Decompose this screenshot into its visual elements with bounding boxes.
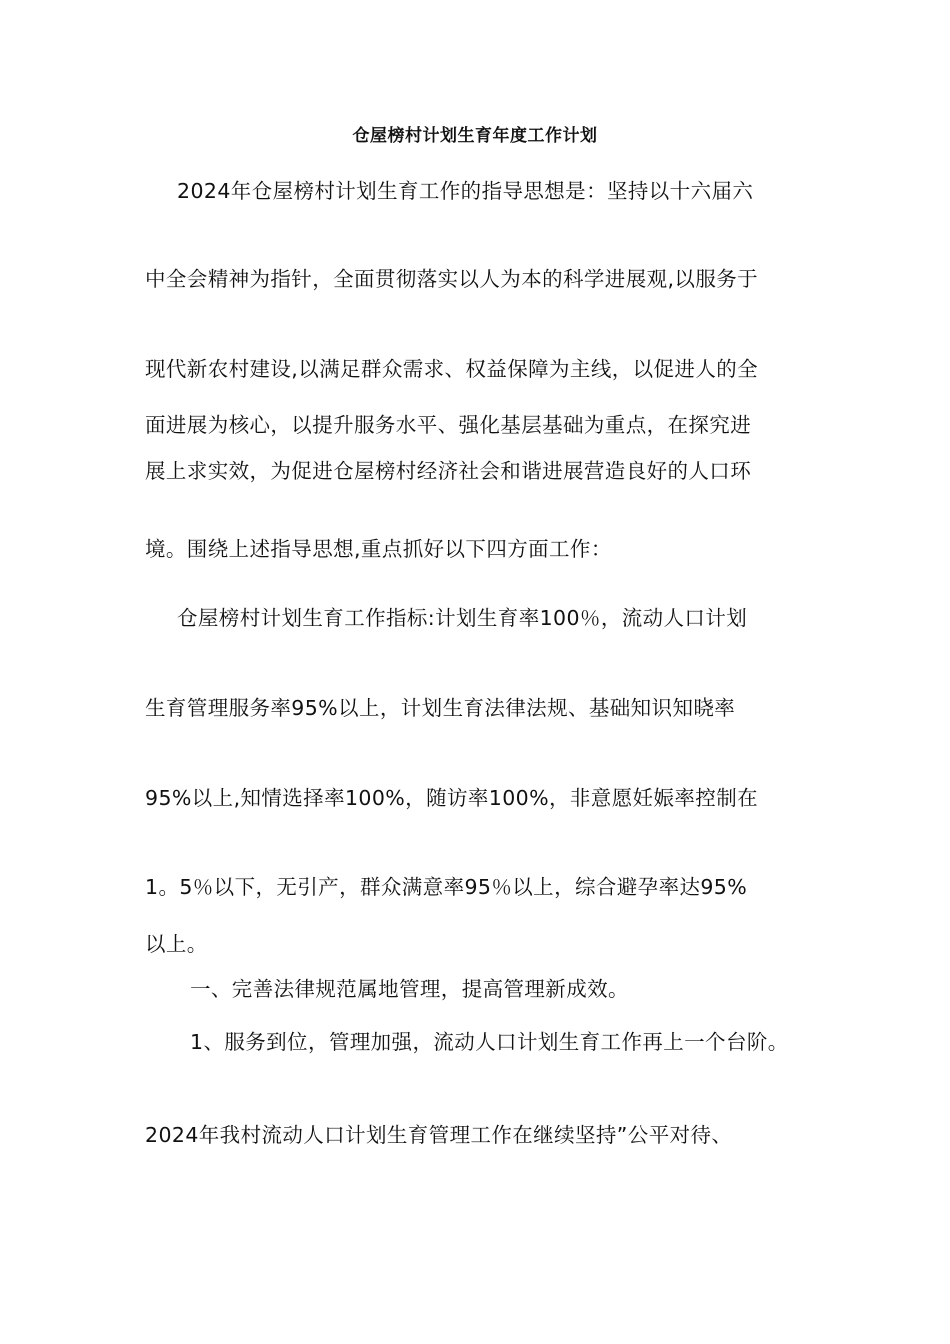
paragraph-line: 1。5％以下，无引产，群众满意率95％以上，综合避孕率达95% bbox=[145, 875, 748, 899]
paragraph-line: 现代新农村建设,以满足群众需求、权益保障为主线，以促进人的全 bbox=[145, 357, 759, 381]
paragraph-line: 95%以上,知情选择率100%，随访率100%，非意愿妊娠率控制在 bbox=[145, 786, 758, 810]
subsection-heading: 1、服务到位，管理加强，流动人口计划生育工作再上一个台阶。 bbox=[190, 1030, 789, 1054]
paragraph-line: 生育管理服务率95%以上，计划生育法律法规、基础知识知晓率 bbox=[145, 696, 736, 720]
paragraph-line: 中全会精神为指针，全面贯彻落实以人为本的科学进展观,以服务于 bbox=[145, 267, 759, 291]
document-title: 仓屋榜村计划生育年度工作计划 bbox=[352, 126, 598, 146]
section-heading: 一、完善法律规范属地管理，提高管理新成效。 bbox=[190, 977, 629, 1001]
paragraph-line: 以上。 bbox=[145, 932, 208, 956]
paragraph-line: 2024年我村流动人口计划生育管理工作在继续坚持”公平对待、 bbox=[145, 1123, 733, 1147]
paragraph-line: 2024年仓屋榜村计划生育工作的指导思想是：坚持以十六届六 bbox=[177, 179, 754, 203]
paragraph-line: 仓屋榜村计划生育工作指标:计划生育率100％，流动人口计划 bbox=[177, 606, 748, 630]
paragraph-line: 展上求实效，为促进仓屋榜村经济社会和谐进展营造良好的人口环 bbox=[145, 459, 752, 483]
paragraph-line: 境。围绕上述指导思想,重点抓好以下四方面工作： bbox=[145, 537, 612, 561]
paragraph-line: 面进展为核心，以提升服务水平、强化基层基础为重点，在探究进 bbox=[145, 413, 752, 437]
